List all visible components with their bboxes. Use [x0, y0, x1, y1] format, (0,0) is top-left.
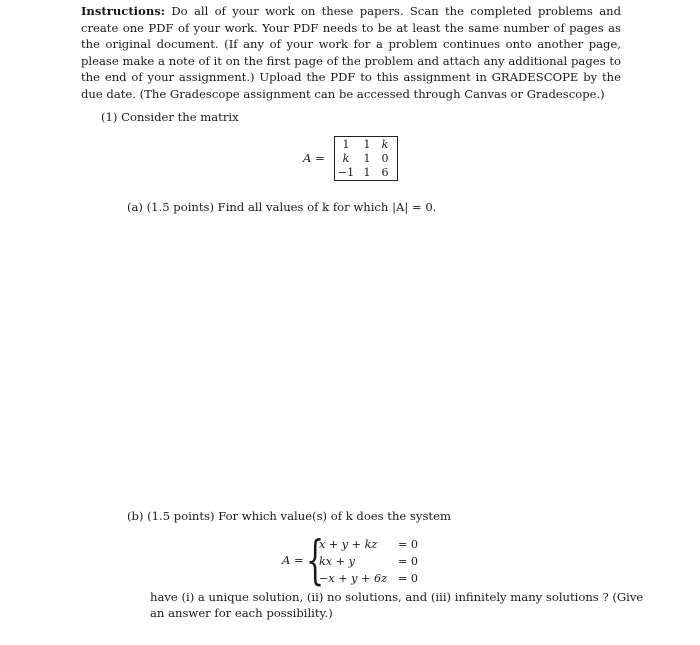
matrix-cell-2-2: 1	[363, 152, 371, 165]
system-eq-3-rhs: = 0	[398, 572, 419, 585]
matrix-cell-2-3: 0	[381, 152, 389, 165]
system-eq-2-lhs: kx + y	[319, 555, 355, 568]
matrix-cell-3-2: 1	[363, 166, 371, 179]
matrix-cell-1-1: 1	[342, 138, 350, 151]
system-eq-2-rhs: = 0	[398, 555, 419, 568]
part-b-question-line-1: have (i) a unique solution, (ii) no solutions, and (iii) infinitely many solutions ? (Give	[150, 590, 644, 604]
matrix-cell-1-3: k	[381, 138, 389, 151]
part-b-question: (b) (1.5 points) For which value(s) of k does the system	[127, 509, 451, 523]
problem-1-intro: (1) Consider the matrix	[101, 110, 239, 124]
instructions-text: Do all of your work on these papers. Scan the completed problems and create one PDF of your work. Your PDF needs to be at least the same number of pages as the original document. (If any of your work for a problem continues onto another page, please make a note of it on the first page of the problem and attach any additional pages to the end of your assignment.) Upload the PDF to this assignment in GRADESCOPE by the due date. (The Gradescope assignment can be accessed through Canvas or Gradescope.)	[81, 4, 621, 101]
matrix-A	[334, 136, 398, 181]
matrix-cell-2-1: k	[342, 152, 350, 165]
part-a-question: (a) (1.5 points) Find all values of k for which |A| = 0.	[127, 200, 437, 214]
system-eq-1-rhs: = 0	[398, 538, 419, 551]
part-b-question-line-2: an answer for each possibility.)	[150, 606, 333, 620]
instructions-paragraph	[81, 3, 621, 103]
matrix-label: A =	[303, 151, 325, 165]
system-eq-3-lhs: −x + y + 6z	[319, 572, 387, 585]
matrix-cell-1-2: 1	[363, 138, 371, 151]
left-brace: {	[306, 531, 325, 591]
matrix-cell-3-3: 6	[381, 166, 389, 179]
system-label: A =	[282, 553, 304, 567]
system-eq-1-lhs: x + y + kz	[319, 538, 378, 551]
matrix-cell-3-1: −1	[337, 166, 355, 179]
instructions-label: Instructions:	[81, 4, 166, 18]
